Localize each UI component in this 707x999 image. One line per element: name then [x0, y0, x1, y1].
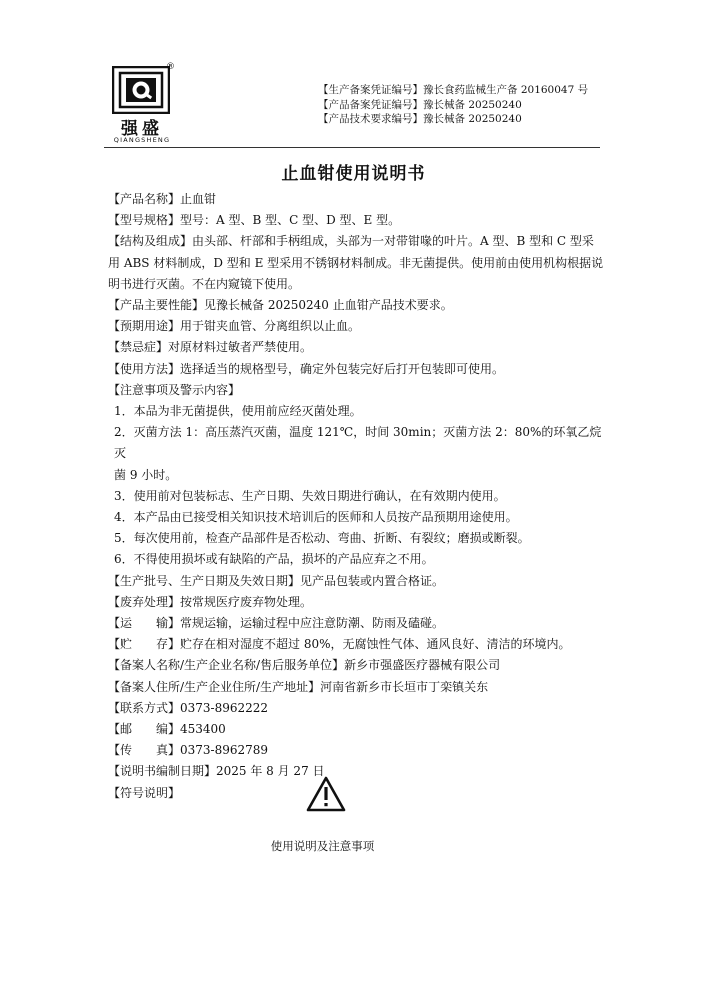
precautions-heading: 【注意事项及警示内容】 [108, 382, 241, 397]
batch-and-dates: 【生产批号、生产日期及失效日期】见产品包装或内置合格证。 [108, 573, 445, 588]
storage: 【贮 存】贮存在相对湿度不超过 80%，无腐蚀性气体、通风良好、清洁的环境内。 [108, 637, 571, 652]
precaution-item: 3．使用前对包装标志、生产日期、失效日期进行确认，在有效期内使用。 [114, 488, 506, 503]
product-name: 【产品名称】止血钳 [108, 192, 217, 206]
model-spec: 【型号规格】型号：A 型、B 型、C 型、D 型、E 型。 [108, 213, 401, 228]
company-logo [104, 62, 186, 148]
main-performance: 【产品主要性能】见豫长械备 20250240 止血钳产品技术要求。 [108, 298, 453, 313]
precaution-item: 2．灭菌方法 1：高压蒸汽灭菌，温度 121℃，时间 30min；灭菌方法 2：80%的环氧乙烷灭 [114, 425, 602, 461]
symbols-heading: 【符号说明】 [108, 785, 181, 800]
logo-english-name: QIANGSHENG [113, 136, 171, 144]
contraindications: 【禁忌症】对原材料过敏者严禁使用。 [108, 340, 313, 355]
precaution-item: 4．本产品由已接受相关知识技术培训后的医师和人员按产品预期用途使用。 [114, 510, 518, 525]
precaution-item: 1．本品为非无菌提供，使用前应经灭菌处理。 [114, 404, 362, 419]
disposal: 【废弃处理】按常规医疗废弃物处理。 [108, 594, 313, 609]
postcode: 【邮 编】453400 [108, 722, 226, 737]
company-address: 【备案人住所/生产企业住所/生产地址】河南省新乡市长垣市丁栾镇关东 [108, 679, 489, 694]
product-record-number: 【产品备案凭证编号】豫长械备 20250240 [318, 98, 522, 111]
usage-method: 【使用方法】选择适当的规格型号，确定外包装完好后打开包装即可使用。 [108, 361, 505, 376]
transport: 【运 输】常规运输，运输过程中应注意防潮、防雨及磕碰。 [108, 616, 445, 631]
manual-body [108, 189, 604, 804]
fax: 【传 真】0373-8962789 [108, 743, 269, 758]
header-divider [104, 147, 600, 148]
precaution-item: 6．不得使用损坏或有缺陷的产品，损坏的产品应弃之不用。 [114, 552, 434, 567]
structure-line-3: 明书进行灭菌。不在内窥镜下使用。 [108, 276, 301, 291]
registered-mark: ® [166, 62, 175, 72]
contact-phone: 【联系方式】0373-8962222 [108, 700, 269, 715]
structure-line-1: 【结构及组成】由头部、杆部和手柄组成，头部为一对带钳喙的叶片。A 型、B 型和 C 型采 [108, 234, 594, 249]
technical-requirement-number: 【产品技术要求编号】豫长械备 20250240 [318, 113, 522, 125]
qiangsheng-logo-icon [112, 66, 170, 114]
document-title: 止血钳使用说明书 [281, 164, 426, 184]
precaution-item-cont: 菌 9 小时。 [114, 467, 178, 482]
compiled-date: 【说明书编制日期】2025 年 8 月 27 日 [108, 764, 325, 779]
intended-use: 【预期用途】用于钳夹血管、分离组织以止血。 [108, 319, 361, 334]
registration-info [318, 83, 588, 127]
production-record-number: 【生产备案凭证编号】豫长食药监械生产备 20160047 号 [318, 84, 589, 96]
company-name: 【备案人名称/生产企业名称/售后服务单位】新乡市强盛医疗器械有限公司 [108, 658, 501, 673]
warning-triangle-icon [306, 776, 346, 812]
logo-chinese-name: 强盛 [121, 119, 163, 139]
symbol-caption: 使用说明及注意事项 [270, 839, 375, 853]
structure-line-2: 用 ABS 材料制成，D 型和 E 型采用不锈钢材料制成。非无菌提供。使用前由使用机构根据说 [108, 255, 604, 270]
precaution-item: 5．每次使用前，检查产品部件是否松动、弯曲、折断、有裂纹；磨损或断裂。 [114, 531, 530, 546]
